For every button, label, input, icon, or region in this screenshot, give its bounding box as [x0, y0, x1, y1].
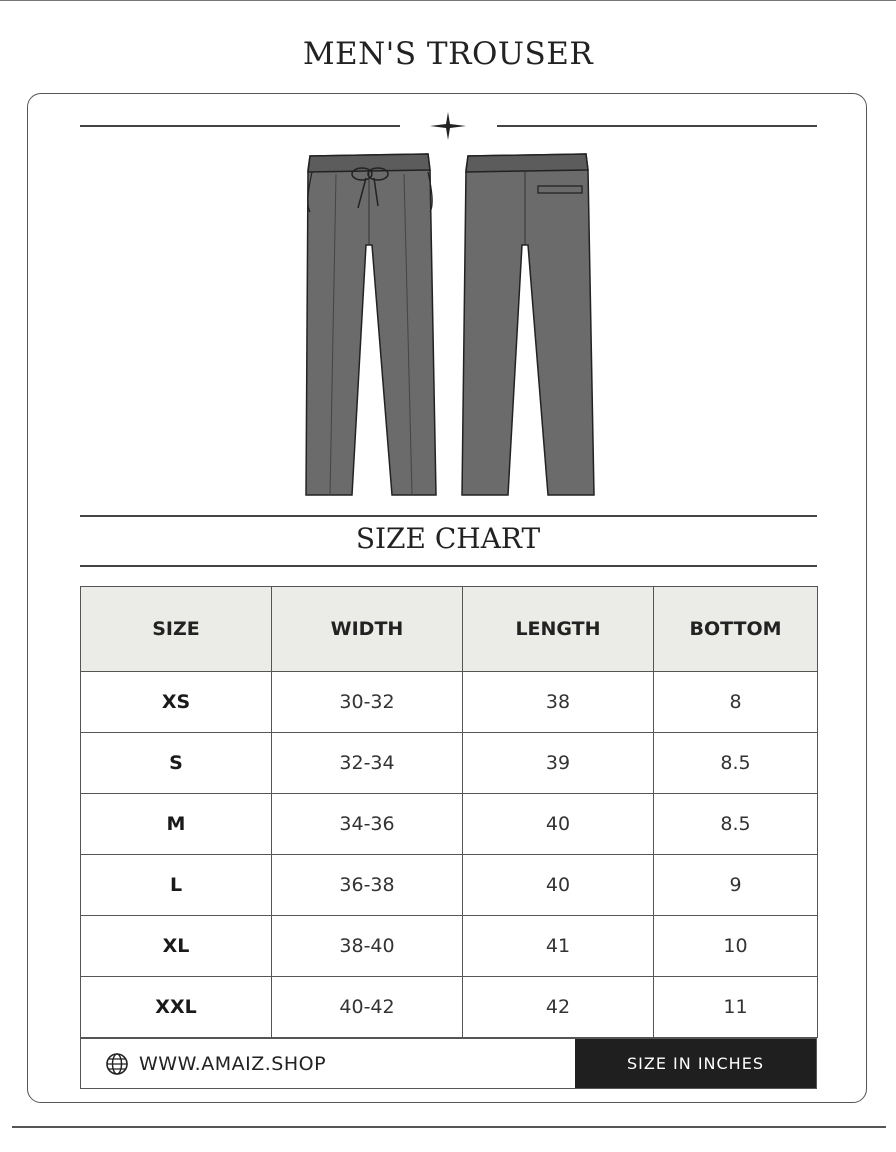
width-cell: 34-36: [272, 794, 463, 855]
sparkle-icon: [428, 110, 468, 142]
size-cell: XS: [81, 672, 272, 733]
header-width: WIDTH: [272, 587, 463, 672]
width-cell: 38-40: [272, 916, 463, 977]
size-cell: L: [81, 855, 272, 916]
table-row: [81, 794, 818, 855]
table-row: [81, 733, 818, 794]
size-table: [80, 586, 818, 1038]
ornament-line-right: [497, 125, 817, 127]
length-cell: 39: [463, 733, 654, 794]
unit-note: SIZE IN INCHES: [575, 1039, 816, 1088]
size-cell: XXL: [81, 977, 272, 1038]
bottom-cell: 11: [654, 977, 818, 1038]
trouser-back-illustration: [458, 150, 598, 500]
bottom-cell: 10: [654, 916, 818, 977]
length-cell: 38: [463, 672, 654, 733]
trouser-front-illustration: [300, 150, 440, 500]
bottom-cell: 9: [654, 855, 818, 916]
globe-icon: [105, 1052, 129, 1076]
bottom-cell: 8.5: [654, 733, 818, 794]
size-cell: XL: [81, 916, 272, 977]
top-rule: [0, 0, 896, 1]
ornament-line-left: [80, 125, 400, 127]
width-cell: 32-34: [272, 733, 463, 794]
section-title: SIZE CHART: [355, 522, 541, 555]
header-size: SIZE: [81, 587, 272, 672]
website-text: WWW.AMAIZ.SHOP: [139, 1052, 327, 1075]
width-cell: 40-42: [272, 977, 463, 1038]
length-cell: 41: [463, 916, 654, 977]
table-row: [81, 672, 818, 733]
website-link[interactable]: [81, 1039, 575, 1088]
footer-bar: [80, 1038, 817, 1089]
header-bottom: BOTTOM: [654, 587, 818, 672]
table-row: [81, 977, 818, 1038]
section-bottom-rule: [80, 565, 817, 567]
page-title: MEN'S TROUSER: [302, 36, 594, 72]
table-row: [81, 916, 818, 977]
table-row: [81, 855, 818, 916]
header-length: LENGTH: [463, 587, 654, 672]
length-cell: 40: [463, 794, 654, 855]
length-cell: 40: [463, 855, 654, 916]
size-cell: M: [81, 794, 272, 855]
size-cell: S: [81, 733, 272, 794]
width-cell: 36-38: [272, 855, 463, 916]
section-top-rule: [80, 515, 817, 517]
length-cell: 42: [463, 977, 654, 1038]
bottom-rule: [12, 1126, 886, 1128]
table-header-row: [81, 587, 818, 672]
bottom-cell: 8: [654, 672, 818, 733]
width-cell: 30-32: [272, 672, 463, 733]
bottom-cell: 8.5: [654, 794, 818, 855]
